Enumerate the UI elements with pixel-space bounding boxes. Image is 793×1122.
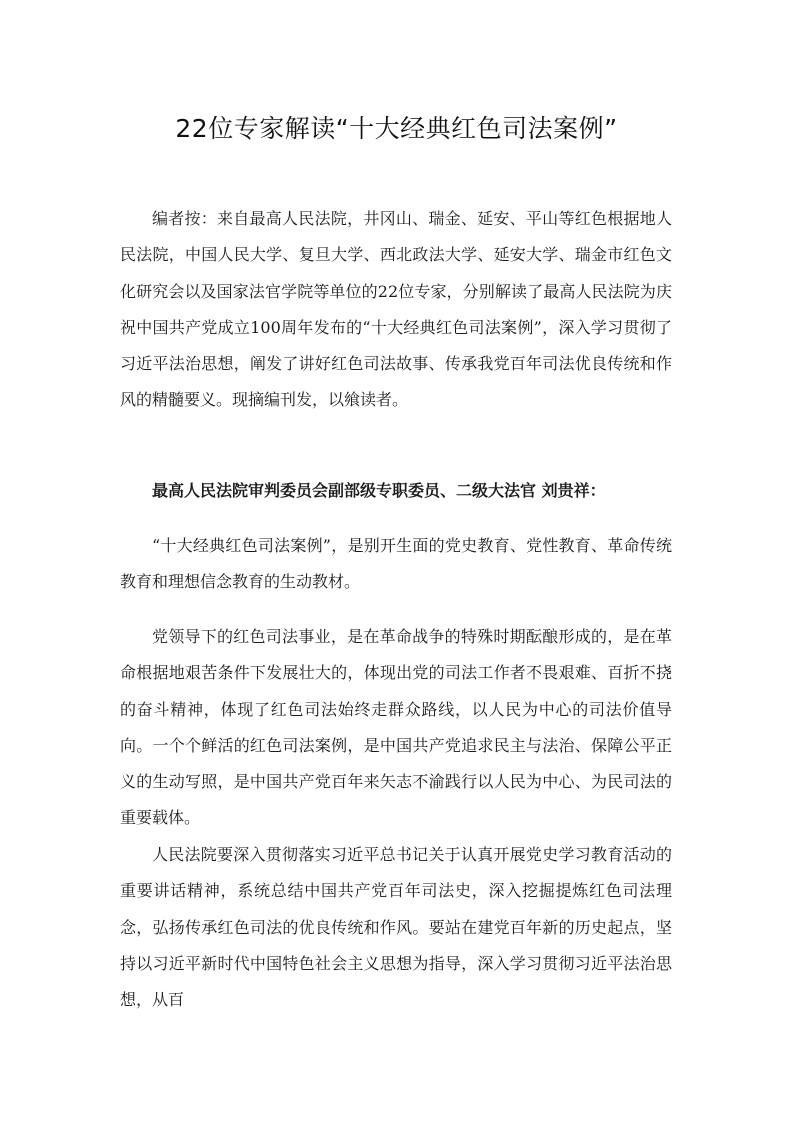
body-paragraph-3: 人民法院要深入贯彻落实习近平总书记关于认真开展党史学习教育活动的重要讲话精神，系统总结中国共产党百年司法史，深入挖掘提炼红色司法理念，弘扬传承红色司法的优良传统和作风。要站在建党百年新的历史起点，坚持以习近平新时代中国特色社会主义思想为指导，深入学习贯彻习近平法治思想，从百 [120, 845, 672, 1010]
document-title: 22位专家解读“十大经典红色司法案例” [175, 114, 618, 143]
speaker-attribution: 最高人民法院审判委员会副部级专职委员、二级大法官 刘贵祥： [152, 481, 606, 500]
body-paragraph-1: “十大经典红色司法案例”，是别开生面的党史教育、党性教育、革命传统教育和理想信念教育的生动教材。 [120, 536, 672, 592]
body-paragraph-2: 党领导下的红色司法事业，是在革命战争的特殊时期酝酿形成的，是在革命根据地艰苦条件下发展壮大的，体现出党的司法工作者不畏艰难、百折不挠的奋斗精神，体现了红色司法始终走群众路线，以人民为中心的司法价值导向。一个个鲜活的红色司法案例，是中国共产党追求民主与法治、保障公平正义的生动写照，是中国共产党百年来矢志不渝践行以人民为中心、为民司法的重要载体。 [120, 627, 672, 828]
editor-note-paragraph: 编者按：来自最高人民法院，井冈山、瑞金、延安、平山等红色根据地人民法院，中国人民大学、复旦大学、西北政法大学、延安大学、瑞金市红色文化研究会以及国家法官学院等单位的22位专家，分别解读了最高人民法院为庆祝中国共产党成立100周年发布的“十大经典红色司法案例”，深入学习贯彻了习近平法治思想，阐发了讲好红色司法故事、传承我党百年司法优良传统和作风的精髓要义。现摘编刊发，以飨读者。 [120, 209, 672, 410]
